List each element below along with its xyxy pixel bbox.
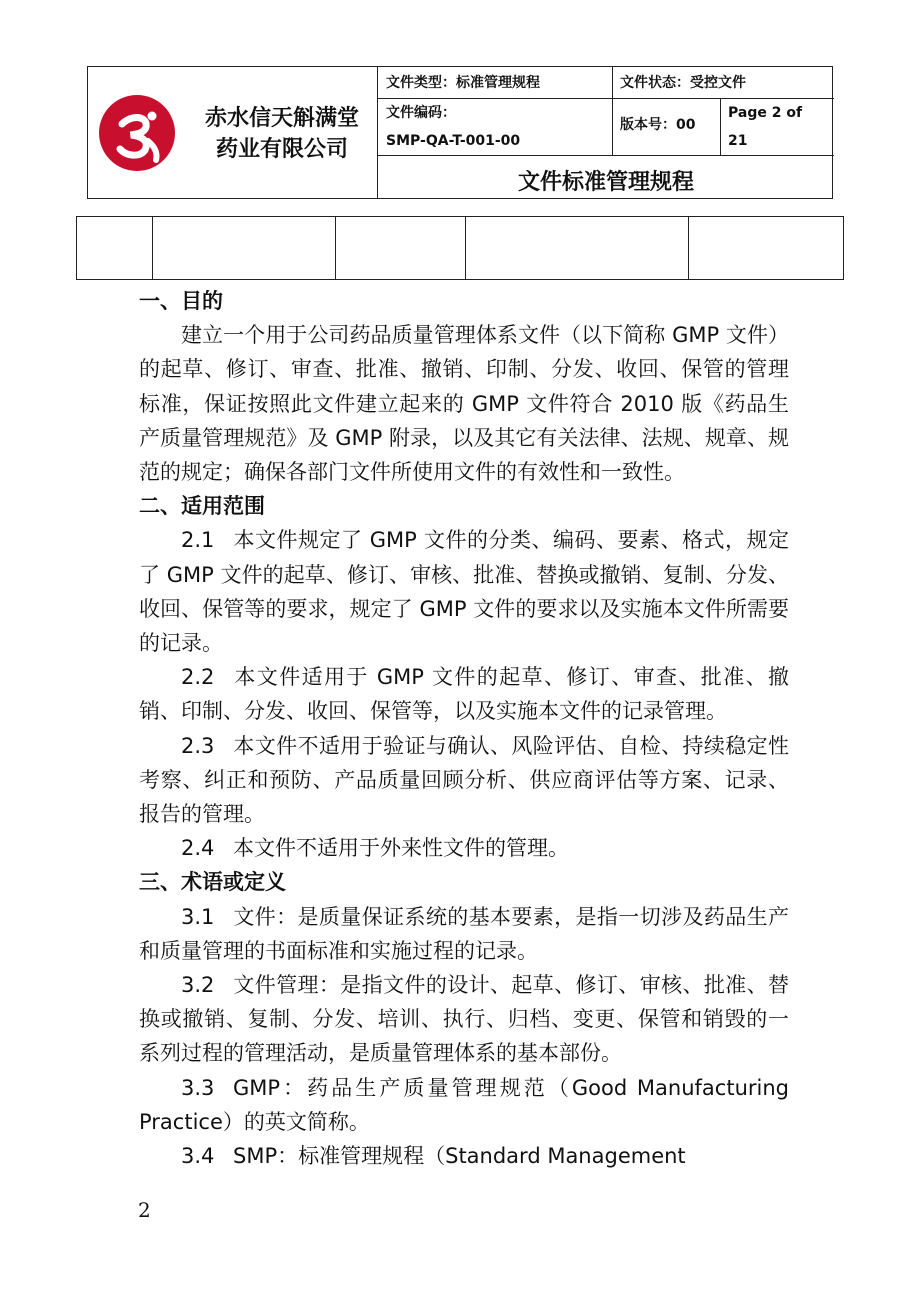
clause-text: 文件：是质量保证系统的基本要素，是指一切涉及药品生产和质量管理的书面标准和实施过程的记录。	[139, 904, 789, 963]
doc-status: 文件状态：受控文件	[620, 75, 746, 91]
clause-text: 本文件适用于 GMP 文件的起草、修订、审查、批准、撤销、印制、分发、收回、保管等，以及实施本文件的记录管理。	[139, 665, 789, 724]
clause-text: 本文件规定了 GMP 文件的分类、编码、要素、格式，规定了 GMP 文件的起草、修订、审核、批准、替换或撤销、复制、分发、收回、保管等的要求，规定了 GMP 文件的要求以及实施本文件所需要的记录。	[139, 528, 789, 656]
company-name-line2: 药业有限公司	[215, 137, 348, 162]
document-header	[87, 66, 833, 199]
table-column-divider	[465, 217, 466, 279]
clause-number: 3.4	[181, 1144, 215, 1169]
paragraph	[139, 318, 789, 489]
table-column-divider	[335, 217, 336, 279]
section-heading: 一、目的	[139, 289, 223, 313]
company-name	[192, 103, 372, 165]
clause	[139, 968, 789, 1071]
document-body	[139, 284, 789, 1173]
header-divider	[378, 98, 834, 99]
clause-text: 文件管理：是指文件的设计、起草、修订、审核、批准、替换或撤销、复制、分发、培训、执行、归档、变更、保管和销毁的一系列过程的管理活动，是质量管理体系的基本部份。	[139, 973, 789, 1066]
page-indicator-line2: 21	[728, 133, 748, 149]
clause-number: 2.2	[181, 665, 215, 690]
clause-text: 本文件不适用于外来性文件的管理。	[233, 836, 569, 861]
clause	[139, 831, 789, 865]
company-name-line1: 赤水信天斛满堂	[204, 106, 359, 131]
section-heading: 三、术语或定义	[139, 870, 286, 895]
clause	[139, 1139, 789, 1173]
version: 版本号：00	[620, 117, 696, 133]
header-divider	[720, 98, 721, 155]
clause	[139, 900, 789, 968]
paragraph-text: 建立一个用于公司药品质量管理体系文件（以下简称 GMP 文件）的起草、修订、审查、批准、撤销、印制、分发、收回、保管的管理标准，保证按照此文件建立起来的 GMP 文件符合 2010 版《药品生产质量管理规范》及 GMP 附录，以及其它有关法律、法规、规章、规范的规定；确保各部门文件所使用文件的有效性和一致性。	[139, 323, 789, 485]
clause-number: 3.3	[181, 1075, 215, 1100]
table-column-divider	[688, 217, 689, 279]
section-heading: 二、适用范围	[139, 494, 265, 519]
clause-number: 3.1	[181, 904, 215, 929]
clause-number: 3.2	[181, 973, 215, 998]
clause	[139, 660, 789, 728]
clause	[139, 1071, 789, 1139]
clause-text: GMP：药品生产质量管理规范（Good Manufacturing Practice）的英文简称。	[139, 1075, 789, 1134]
clause-number: 2.3	[181, 733, 215, 758]
clause	[139, 523, 789, 660]
clause	[139, 729, 789, 832]
doc-title: 文件标准管理规程	[517, 170, 694, 195]
page-number: 2	[138, 1198, 151, 1222]
table-column-divider	[152, 217, 153, 279]
doc-code-label: 文件编码：	[386, 105, 456, 121]
page-indicator-line1: Page 2 of	[728, 105, 803, 121]
clause-number: 2.1	[181, 528, 215, 553]
company-logo-icon	[98, 94, 176, 172]
signoff-table	[76, 216, 844, 280]
doc-type: 文件类型：标准管理规程	[386, 75, 540, 91]
header-divider	[612, 67, 613, 98]
header-divider	[378, 155, 834, 156]
clause-number: 2.4	[181, 836, 215, 861]
clause-text: SMP：标准管理规程（Standard Management	[233, 1144, 686, 1169]
doc-code: SMP-QA-T-001-00	[386, 133, 521, 149]
company-logo-cell	[88, 67, 378, 198]
clause-text: 本文件不适用于验证与确认、风险评估、自检、持续稳定性考察、纠正和预防、产品质量回顾分析、供应商评估等方案、记录、报告的管理。	[139, 733, 789, 827]
header-divider	[612, 98, 613, 155]
